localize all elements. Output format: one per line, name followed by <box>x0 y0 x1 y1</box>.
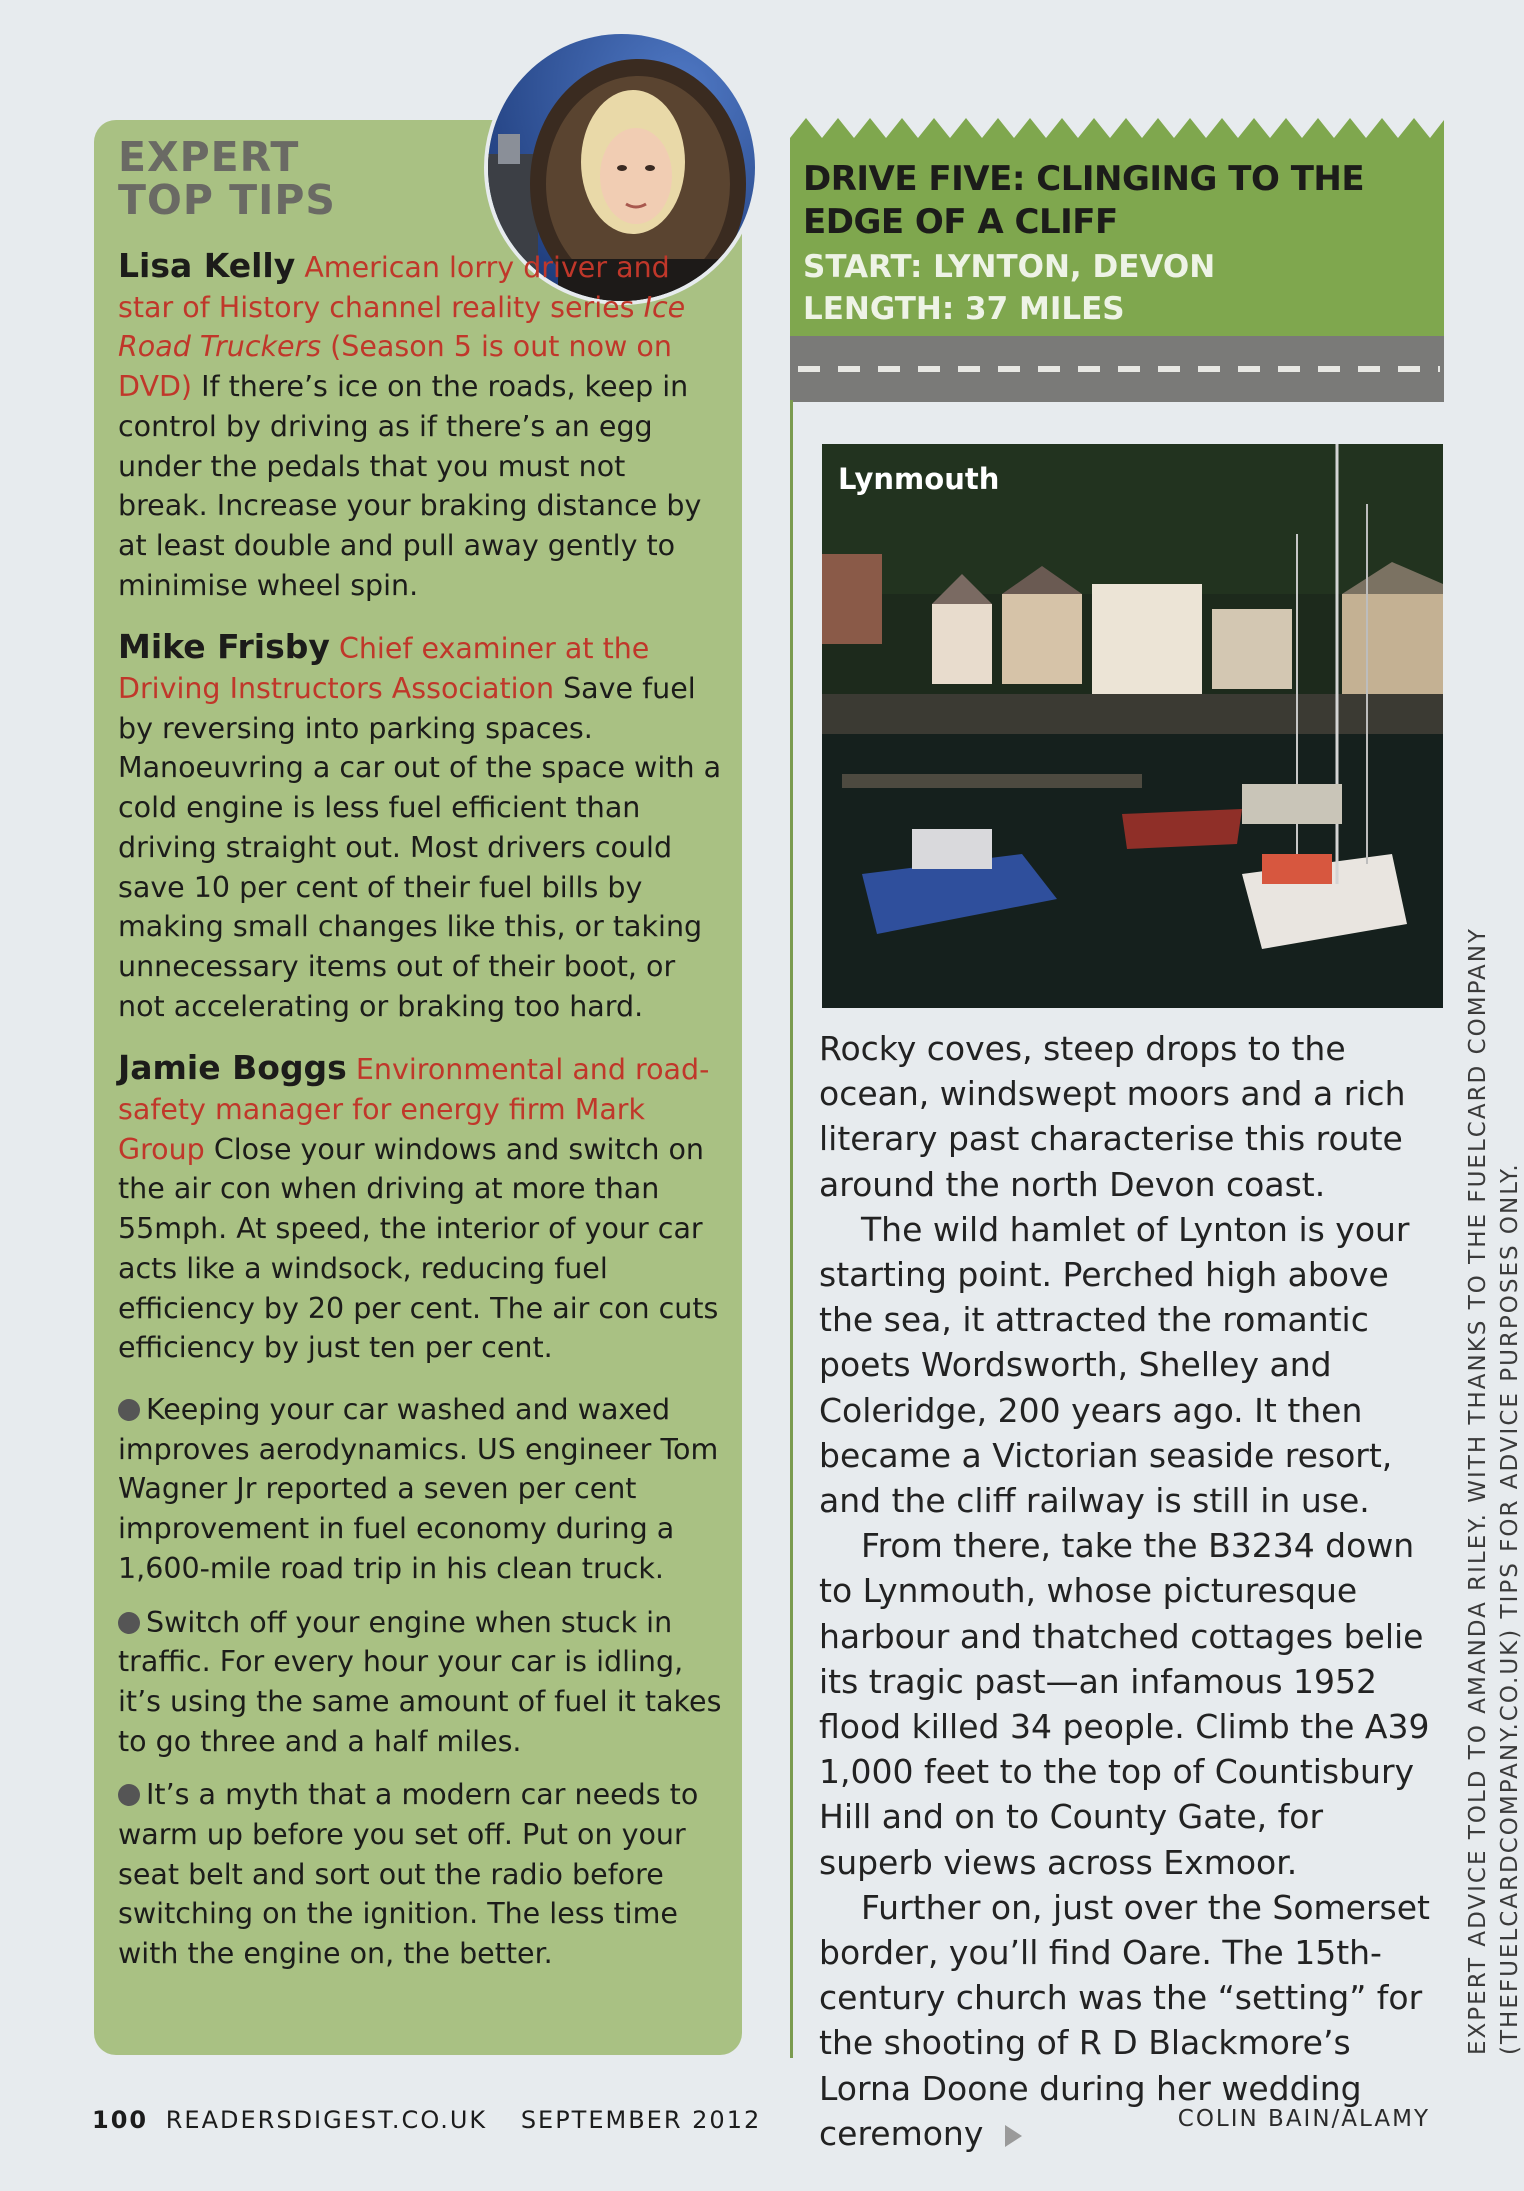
tip-text: Save fuel by reversing into parking spaces. Manoeuvring a car out of the space with a cold engine is less fuel efficient than driving straight out. Most drivers could save 10 per cent of their fuel bills by making small changes like this, or taking unnecessary items out of their boot, or not accelerating or braking too hard. <box>118 672 722 1023</box>
bullet-dot-icon <box>118 1784 140 1806</box>
credit-line-1: EXPERT ADVICE TOLD TO AMANDA RILEY. WITH THANKS TO THE FUELCARD COMPANY <box>1465 927 1491 2055</box>
harbour-illustration <box>822 444 1443 1008</box>
tip-author-name: Mike Frisby <box>118 627 330 667</box>
footer-site: READERSDIGEST.CO.UK <box>165 2106 488 2134</box>
article-paragraph: From there, take the B3234 down to Lynmouth, whose picturesque harbour and thatched cottages belie its tragic past—an infamous 1952 flood killed 34 people. Climb the A39 1,000 feet to the top of Countisbury Hill and on to County Gate, for superb views across Exmoor. <box>819 1526 1430 1882</box>
tip-author-name: Jamie Boggs <box>118 1048 347 1088</box>
tip-text: If there’s ice on the roads, keep in control by driving as if there’s an egg under the pedals that you must not break. Increase your braking distance by at least double and pull away gently to minimise wheel spin. <box>118 370 702 602</box>
article-paragraph-text: Further on, just over the Somerset border, you’ll find Oare. The 15th-century church was the “setting” for the shooting of R D Blackmore’s Lorna Doone during her wedding ceremony <box>819 1887 1430 2153</box>
drive-start: START: LYNTON, DEVON <box>803 249 1216 285</box>
bullet-dot-icon <box>118 1399 140 1421</box>
page-footer <box>92 2106 761 2134</box>
tip-author-role: Chief examiner at the Driving Instructors Association <box>118 632 650 706</box>
expert-tips-heading-line2: TOP TIPS <box>118 176 336 224</box>
drive-title: DRIVE FIVE: CLINGING TO THE EDGE OF A CLIFF <box>803 159 1365 242</box>
page-number: 100 <box>92 2106 149 2134</box>
tip-role-text: American lorry driver and star of History channel reality series <box>118 251 670 324</box>
article-paragraph: The wild hamlet of Lynton is your starting point. Perched high above the sea, it attracted the romantic poets Wordsworth, Shelley and Coleridge, 200 years ago. It then became a Victorian seaside resort, and the cliff railway is still in use. <box>819 1209 1410 1521</box>
drive-length: LENGTH: 37 MILES <box>803 291 1125 327</box>
tip-jamie-boggs <box>118 1048 722 1368</box>
tip-text: Close your windows and switch on the air con when driving at more than 55mph. At speed, the interior of your car acts like a windsock, reducing fuel efficiency by 20 per cent. The air con cuts efficiency by just ten per cent. <box>118 1132 719 1365</box>
drive-meta <box>803 246 1215 330</box>
tip-bullet <box>118 1603 722 1762</box>
tip-author-role: Environmental and road-safety manager for energy firm Mark Group <box>118 1053 710 1166</box>
tip-role-show-title: Ice Road Truckers <box>118 290 686 364</box>
bullet-text: It’s a myth that a modern car needs to warm up before you set off. Put on your seat belt and sort out the radio before switching on the ignition. The less time with the engine on, the better. <box>118 1778 699 1971</box>
credit-line-2: (THEFUELCARDCOMPANY.CO.UK) TIPS FOR ADVICE PURPOSES ONLY. <box>1497 1162 1523 2055</box>
lynmouth-harbour-photo <box>822 444 1443 1008</box>
continue-arrow-icon <box>1005 2125 1022 2147</box>
column-divider <box>790 400 793 2058</box>
tip-bullet <box>118 1390 722 1589</box>
expert-tips-heading <box>118 133 336 224</box>
tip-bullet <box>118 1775 722 1974</box>
tip-author-name: Lisa Kelly <box>118 246 296 285</box>
photo-caption: Lynmouth <box>838 462 1000 496</box>
bullet-text: Keeping your car washed and waxed improves aerodynamics. US engineer Tom Wagner Jr reported a seven per cent improvement in fuel economy during a 1,600-mile road trip in his clean truck. <box>118 1392 719 1585</box>
footer-issue: SEPTEMBER 2012 <box>520 2106 762 2134</box>
vertical-credit <box>1462 855 1524 2055</box>
expert-tips-body <box>118 246 722 1988</box>
photo-credit: COLIN BAIN/ALAMY <box>1177 2106 1430 2132</box>
tip-lisa-kelly <box>118 246 722 605</box>
tip-role-text-end: (Season 5 is out now on DVD) <box>118 330 672 404</box>
bullet-text: Switch off your engine when stuck in traffic. For every hour your car is idling, it’s using the same amount of fuel it takes to go three and a half miles. <box>118 1605 722 1758</box>
article-paragraph: Rocky coves, steep drops to the ocean, windswept moors and a rich literary past characterise this route around the north Devon coast. <box>819 1029 1406 1204</box>
expert-tips-heading-line1: EXPERT <box>118 133 300 181</box>
drive-article <box>819 1026 1447 2156</box>
bullet-dot-icon <box>118 1612 140 1634</box>
tip-mike-frisby <box>118 627 722 1026</box>
